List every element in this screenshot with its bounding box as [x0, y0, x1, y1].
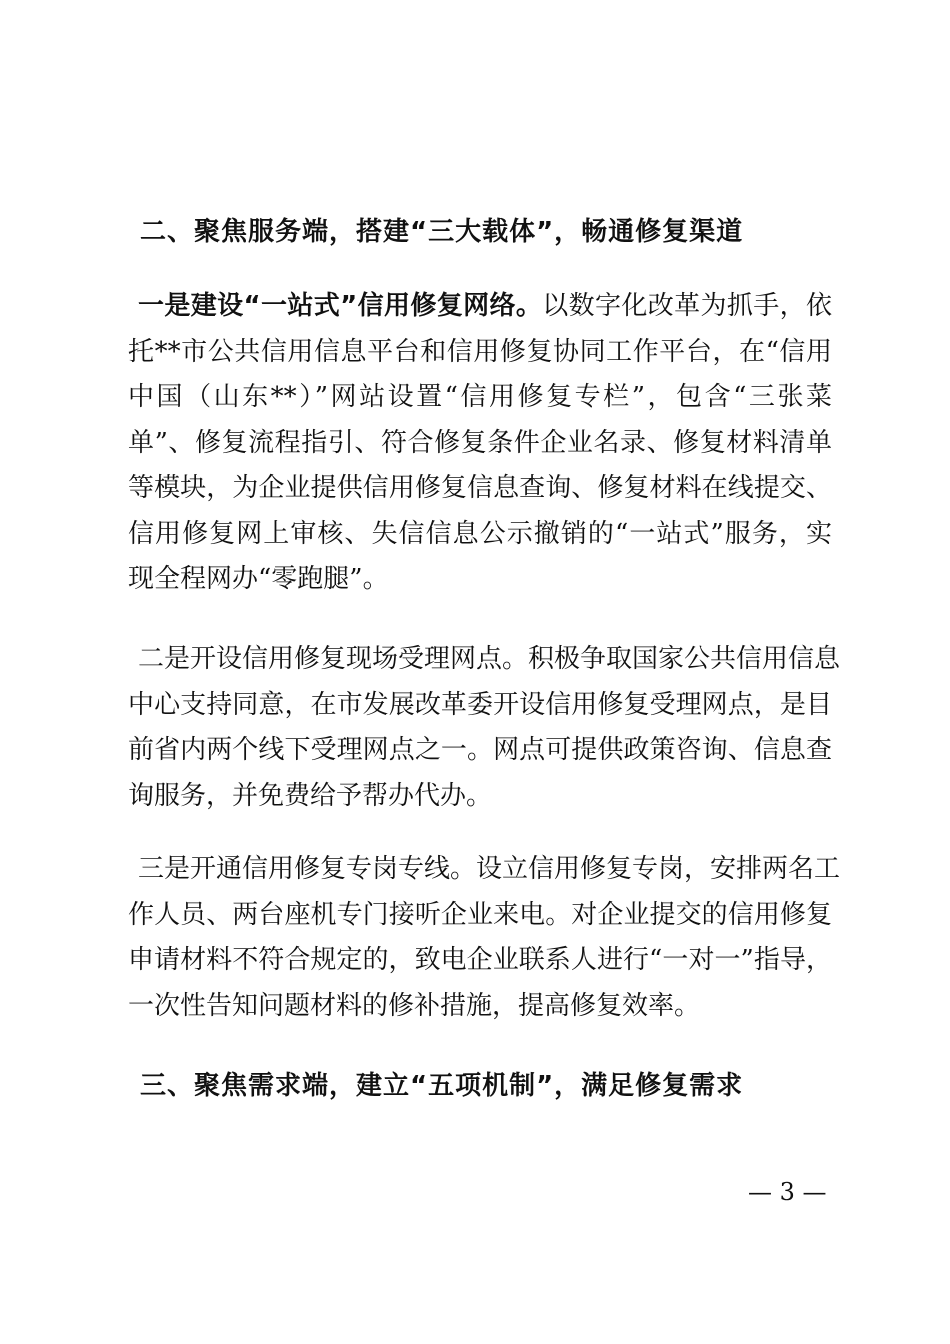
paragraph-line — [128, 284, 832, 330]
paragraph-line: 申请材料不符合规定的，致电企业联系人进行“一对一”指导， — [128, 945, 832, 975]
paragraph-line: 单”、修复流程指引、符合修复条件企业名录、修复材料清单 — [128, 427, 832, 458]
paragraph-line: 三是开通信用修复专岗专线。设立信用修复专岗，安排两名工 — [138, 854, 841, 884]
section-heading-2: 二、聚焦服务端，搭建“三大载体”，畅通修复渠道 — [140, 217, 744, 247]
paragraph-line: 等模块，为企业提供信用修复信息查询、修复材料在线提交、 — [128, 473, 832, 503]
paragraph-online-network — [128, 284, 832, 603]
paragraph-service-points — [128, 637, 841, 819]
section-heading-3: 三、聚焦需求端，建立“五项机制”，满足修复需求 — [140, 1071, 744, 1101]
paragraph-line: 中国（山东**）”网站设置“信用修复专栏”，包含“三张菜 — [128, 382, 832, 412]
paragraph-line: 询服务，并免费给予帮办代办。 — [128, 780, 493, 811]
paragraph-line: 一次性告知问题材料的修补措施，提高修复效率。 — [128, 990, 701, 1021]
paragraph-line: 托**市公共信用信息平台和信用修复协同工作平台，在“信用 — [128, 336, 832, 367]
paragraph-text: 以数字化改革为抓手，依 — [542, 291, 832, 321]
paragraph-line: 二是开设信用修复现场受理网点。积极争取国家公共信用信息 — [138, 644, 841, 674]
paragraph-dedicated-line — [128, 847, 841, 1029]
paragraph-line: 现全程网办“零跑腿”。 — [128, 564, 389, 594]
paragraph-line: 作人员、两台座机专门接听企业来电。对企业提交的信用修复 — [128, 899, 832, 930]
paragraph-line: 中心支持同意，在市发展改革委开设信用修复受理网点，是目 — [128, 689, 832, 720]
paragraph-lead: 一是建设“一站式”信用修复网络。 — [138, 291, 543, 321]
paragraph-line: 信用修复网上审核、失信信息公示撤销的“一站式”服务，实 — [128, 518, 832, 549]
page-number: — 3 — — [748, 1178, 827, 1206]
paragraph-line: 前省内两个线下受理网点之一。网点可提供政策咨询、信息查 — [128, 735, 832, 765]
